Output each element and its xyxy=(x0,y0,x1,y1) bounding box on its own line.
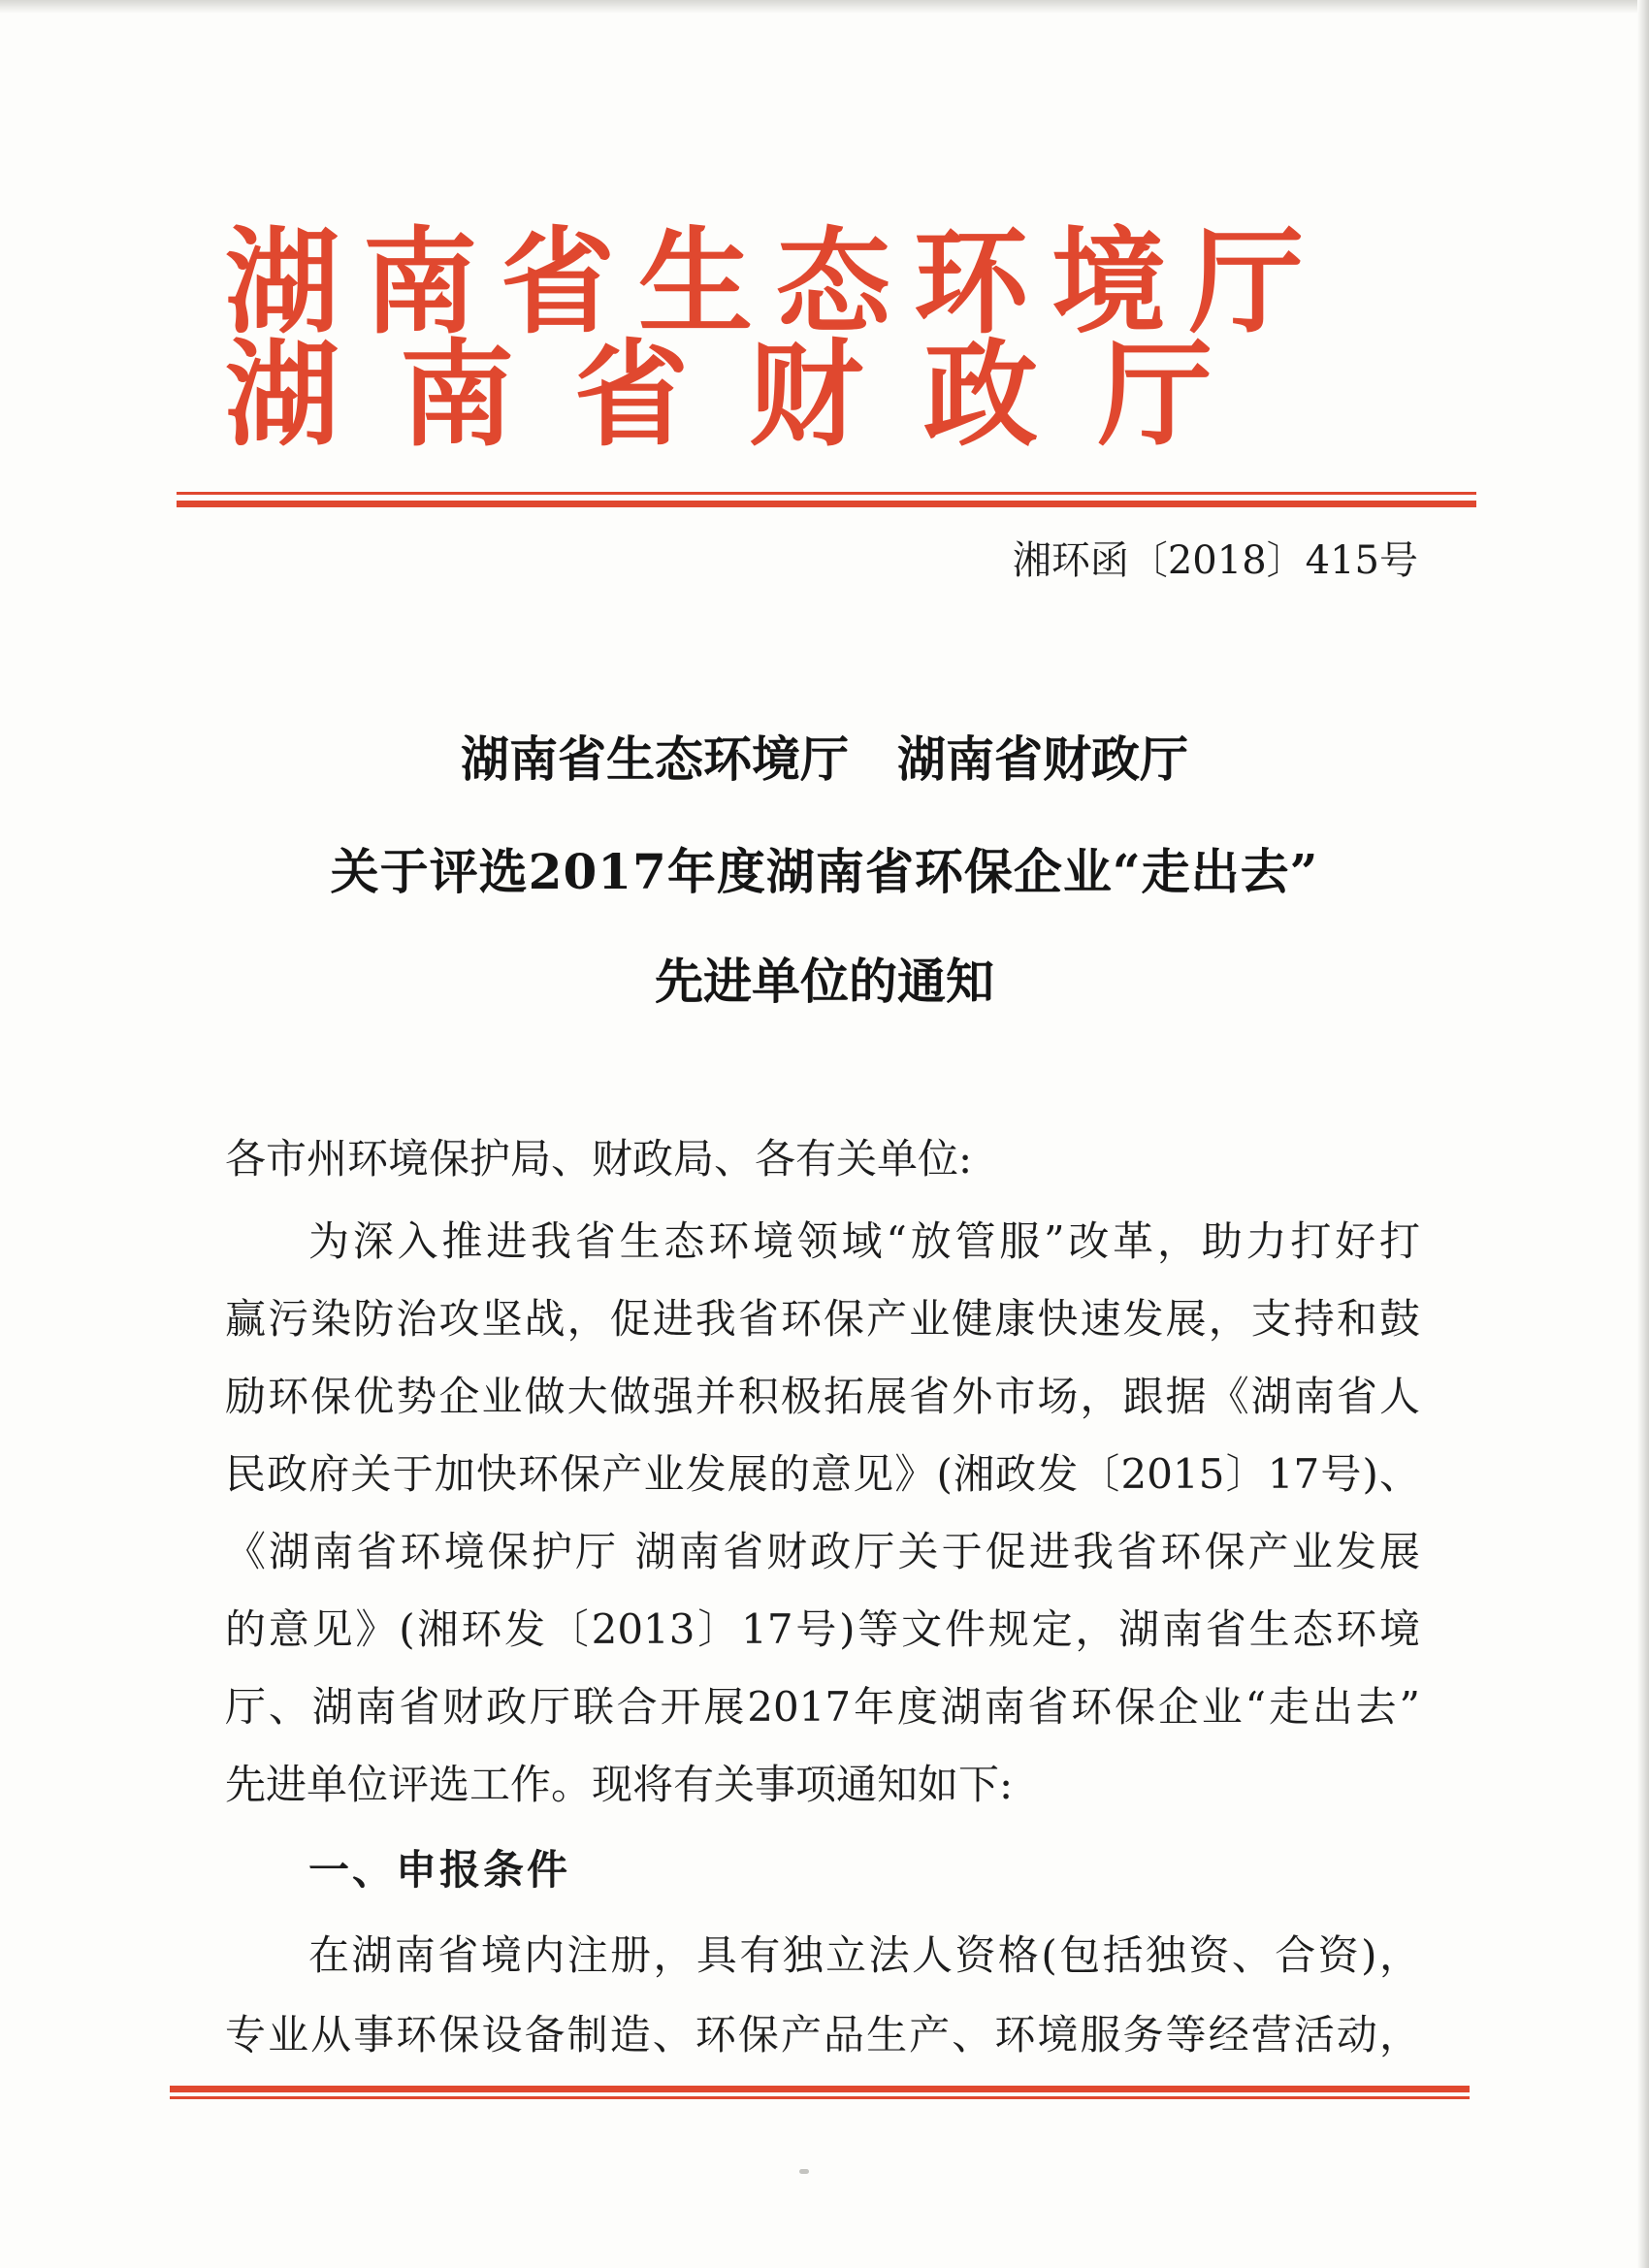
paragraph-line: 励环保优势企业做大做强并积极拓展省外市场，跟据《湖南省人 xyxy=(225,1373,1420,1420)
paragraph-line: 的意见》(湘环发〔2013〕17号)等文件规定，湖南省生态环境 xyxy=(225,1605,1420,1653)
document-title-line-2: 关于评选2017年度湖南省环保企业“走出去” xyxy=(330,843,1319,900)
footer-rule-thin xyxy=(170,2096,1470,2099)
paragraph-line: 赢污染防治攻坚战，促进我省环保产业健康快速发展，支持和鼓 xyxy=(225,1295,1420,1343)
section-heading: 一、申报条件 xyxy=(308,1846,571,1894)
scan-speck xyxy=(799,2169,809,2174)
paragraph-line: 为深入推进我省生态环境领域“放管服”改革，助力打好打 xyxy=(308,1217,1420,1265)
masthead-rule-thick xyxy=(177,501,1476,507)
scan-edge-right xyxy=(1637,0,1649,2268)
scan-edge-top xyxy=(0,0,1649,14)
paragraph-line: 《湖南省环境保护厅 湖南省财政厅关于促进我省环保产业发展 xyxy=(225,1528,1420,1575)
footer-rule-thick xyxy=(170,2086,1470,2092)
masthead-issuer-2: 湖南省财政厅 xyxy=(225,327,1274,462)
paragraph-line: 在湖南省境内注册，具有独立法人资格(包括独资、合资)， xyxy=(308,1931,1420,1979)
document-title-line-1: 湖南省生态环境厅 湖南省财政厅 xyxy=(461,730,1188,788)
document-title-line-3: 先进单位的通知 xyxy=(655,953,994,1010)
paragraph-line: 厅、湖南省财政厅联合开展2017年度湖南省环保企业“走出去” xyxy=(225,1683,1420,1731)
paragraph-line: 民政府关于加快环保产业发展的意见》(湘政发〔2015〕17号)、 xyxy=(225,1450,1420,1498)
masthead-issuer-1: 湖南省生态环境厅 xyxy=(225,214,1328,349)
masthead-rule-thin xyxy=(177,492,1476,495)
paragraph-line: 先进单位评选工作。现将有关事项通知如下: xyxy=(225,1761,1014,1808)
paragraph-line: 专业从事环保设备制造、环保产品生产、环境服务等经营活动， xyxy=(225,2011,1420,2058)
document-number: 湘环函〔2018〕415号 xyxy=(1012,538,1418,583)
salutation: 各市州环境保护局、财政局、各有关单位: xyxy=(225,1135,973,1183)
